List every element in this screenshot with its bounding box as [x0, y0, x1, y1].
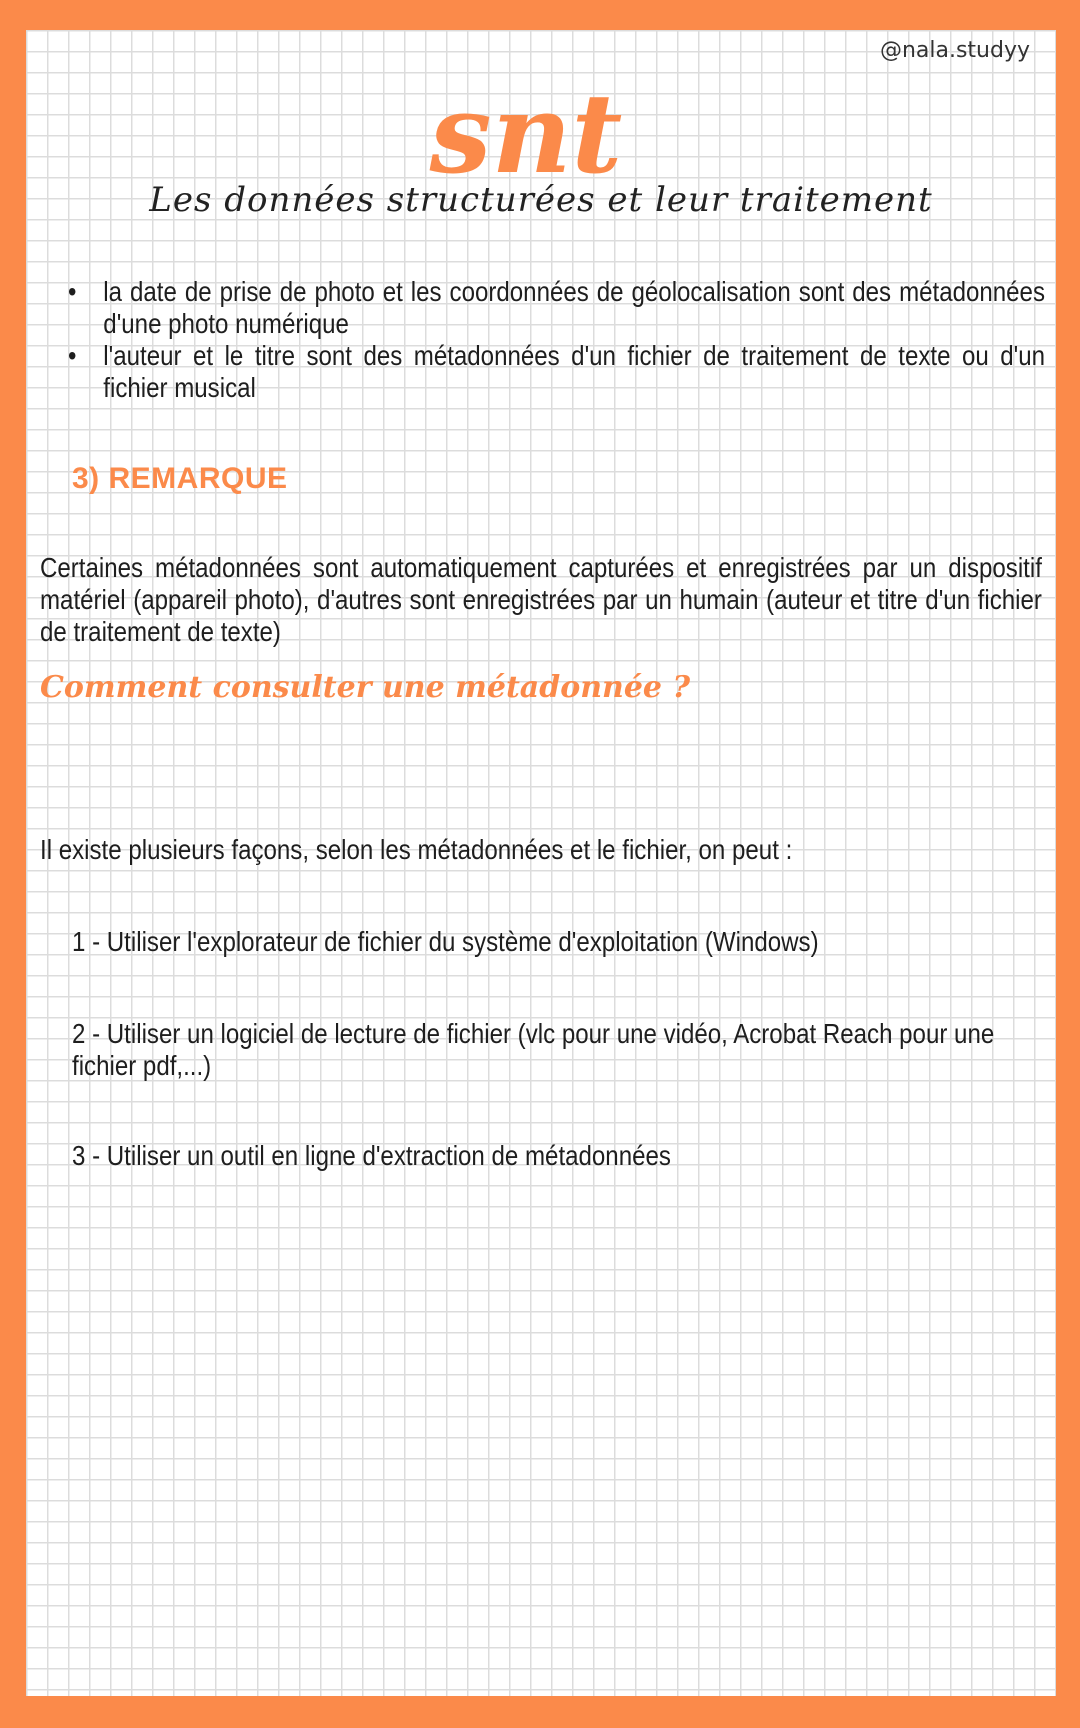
remark-heading: 3) REMARQUE	[72, 462, 288, 495]
list-item: • la date de prise de photo et les coordonnées de géolocalisation sont des métadonnées d'une photo numérique	[56, 276, 1045, 340]
method-item: 2 - Utiliser un logiciel de lecture de fichier (vlc pour une vidéo, Acrobat Reach pour une fichier pdf,...)	[72, 1018, 995, 1081]
notebook-page	[26, 30, 1056, 1696]
page-subtitle: Les données structurées et leur traitement	[149, 180, 933, 220]
question-heading: Comment consulter une métadonnée ?	[40, 670, 691, 705]
intro-paragraph: Il existe plusieurs façons, selon les métadonnées et le fichier, on peut :	[40, 834, 793, 865]
author-handle: @nala.studyy	[879, 38, 1030, 63]
logo-text: snt	[429, 72, 623, 198]
method-item: 1 - Utiliser l'explorateur de fichier du système d'exploitation (Windows)	[72, 926, 819, 957]
method-item: 3 - Utiliser un outil en ligne d'extraction de métadonnées	[72, 1140, 671, 1171]
remark-paragraph: Certaines métadonnées sont automatiquement capturées et enregistrées par un dispositif matériel (appareil photo), d'autres sont enregistrées par un humain (auteur et titre d'un fichier de traitement de texte)	[40, 552, 1042, 647]
metadata-examples-list	[56, 276, 1056, 404]
list-item: • l'auteur et le titre sont des métadonnées d'un fichier de traitement de texte ou d'un fichier musical	[56, 340, 1045, 404]
